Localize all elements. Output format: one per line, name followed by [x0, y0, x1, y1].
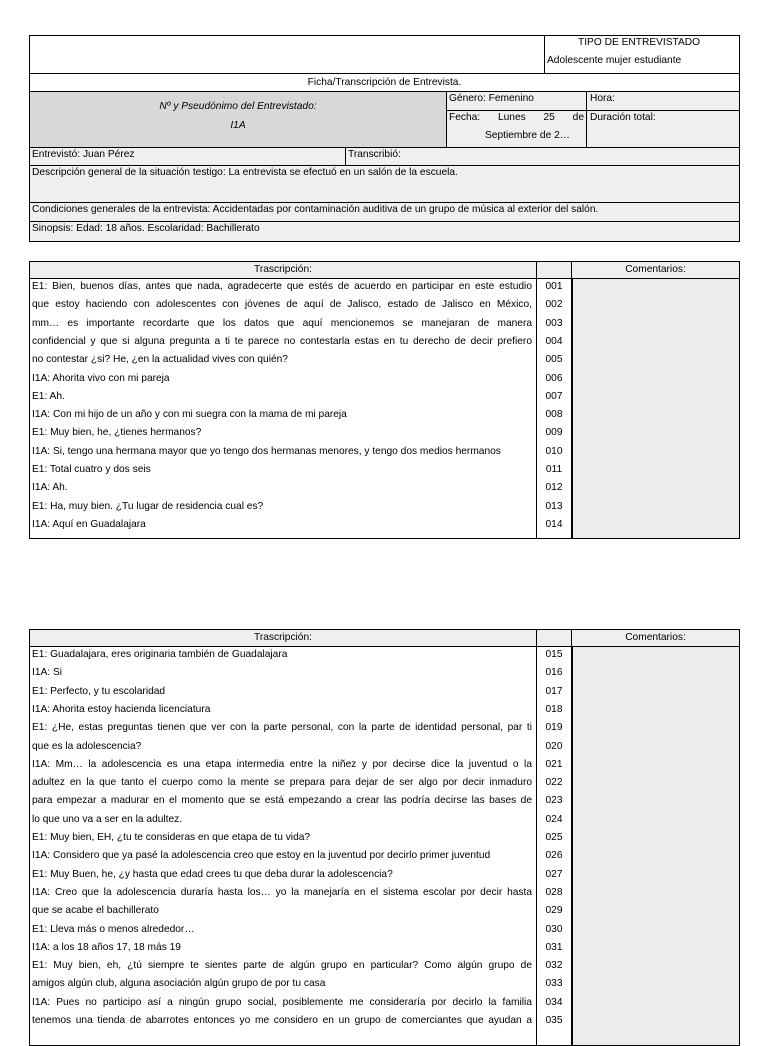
transcripcion-header: Trascripción:: [29, 261, 537, 279]
transcript-line-text: I1A: Ahorita estoy hacienda licenciatura: [32, 703, 211, 715]
transcript-row: [29, 774, 740, 792]
sinopsis-cell: [29, 221, 740, 242]
line-number: 009: [545, 427, 563, 439]
transcript-row: [29, 847, 740, 865]
line-number: 019: [545, 722, 563, 734]
transcript-row: [29, 443, 740, 461]
transcript-line-text: I1A: Pues no participo así a ningún grupo social, posiblemente me consideraría por decirlo la familia: [32, 996, 532, 1008]
line-number: 016: [545, 667, 563, 679]
transcript-row: [29, 333, 740, 351]
line-number: 007: [545, 390, 563, 402]
fecha-cell: [446, 110, 587, 148]
line-number: 035: [545, 1015, 563, 1026]
line-number-header: [536, 629, 572, 647]
pseudonimo-cell: [29, 91, 447, 148]
line-number: 013: [545, 500, 563, 512]
hora-text: Hora:: [590, 93, 615, 104]
transcript-line-text: E1: Ah.: [32, 390, 65, 402]
line-number: 034: [545, 996, 563, 1008]
transcription-table-1: [29, 261, 740, 540]
line-number: 003: [545, 317, 563, 329]
line-number: 008: [545, 409, 563, 421]
ficha-title: Ficha/Transcripción de Entrevista.: [307, 77, 462, 88]
transcript-line-text: I1A: Ah.: [32, 482, 68, 494]
transcript-line-text: I1A: Considero que ya pasé la adolescencia creo que estoy en la juventud por decirlo primer juventud: [32, 850, 491, 862]
transcript-row: [29, 351, 740, 369]
pseudonimo-label: Nº y Pseudónimo del Entrevistado:: [159, 101, 317, 112]
transcript-line-text: confidencial y que si alguna pregunta a ti te parece no contestarla estas en tu derecho de decir prefiero: [32, 335, 532, 347]
line-number: 012: [545, 482, 563, 494]
transcript-row: [29, 792, 740, 810]
transcript-row: [29, 738, 740, 756]
transcript-row: [29, 370, 740, 388]
transcript-row: [29, 296, 740, 314]
transcript-line-text: I1A: Mm… la adolescencia es una etapa intermedia entre la niñez y por decirse dice la juventud o la: [32, 758, 532, 770]
transcript-line-text: E1: Muy bien, he, ¿tienes hermanos?: [32, 427, 202, 439]
transcript-row: [29, 866, 740, 884]
ficha-title-cell: [29, 73, 740, 92]
transcript-line-text: E1: Guadalajara, eres originaria también de Guadalajara: [32, 649, 288, 660]
transcript-line-text: I1A: Si: [32, 667, 63, 679]
transcript-row: [29, 479, 740, 497]
transcript-line-text: adultez en la que tanto el cuerpo como la mente se prepara para dejar de ser algo por decir inmaduro: [32, 777, 532, 789]
fecha-line2: Septiembre de 2…: [485, 130, 570, 141]
transcript-row: [29, 406, 740, 424]
line-number: 017: [545, 685, 563, 697]
transcript-line-text: E1: Ha, muy bien. ¿Tu lugar de residencia cual es?: [32, 500, 264, 512]
transcript-row: [29, 516, 740, 534]
transcript-row: [29, 902, 740, 920]
comentarios-header: Comentarios:: [571, 629, 740, 647]
transcript-row: [29, 811, 740, 829]
transcript-line-text: I1A: Aquí en Guadalajara: [32, 518, 146, 530]
transcript-row: [29, 1012, 740, 1030]
transcript-line-text: E1: Perfecto, y tu escolaridad: [32, 685, 166, 697]
condiciones-cell: [29, 202, 740, 222]
transcript-row: [29, 424, 740, 442]
duracion-cell: [586, 110, 740, 148]
transcript-line-text: lo que uno va a ser en la adultez.: [32, 813, 183, 825]
pseudonimo-value: I1A: [230, 120, 246, 131]
line-number: 020: [545, 740, 563, 752]
transcript-line-text: I1A: Si, tengo una hermana mayor que yo tengo dos hermanas menores, y tengo dos medios hermanos: [32, 445, 501, 457]
transcript-line-text: que se acabe el bachillerato: [32, 905, 159, 917]
line-number: 004: [545, 335, 563, 347]
line-number: 031: [545, 941, 563, 953]
transcript-row: [29, 939, 740, 957]
fecha-line1: Fecha: Lunes 25 de: [449, 112, 584, 123]
line-number: 030: [545, 923, 563, 935]
transcript-row: [29, 829, 740, 847]
transcript-line-text: I1A: Con mi hijo de un año y con mi suegra con la mama de mi pareja: [32, 409, 347, 421]
transcript-row: [29, 975, 740, 993]
transcript-line-text: E1: ¿He, estas preguntas tienen que ver con la parte personal, con la parte de identidad personal, par ti: [32, 722, 532, 734]
line-number: 033: [545, 978, 563, 990]
line-number: 001: [545, 281, 563, 292]
transcript-line-text: no contestar ¿si? He, ¿en la actualidad vives con quién?: [32, 354, 288, 366]
transcript-line-text: E1: Muy Buen, he, ¿y hasta que edad crees tu que deba durar la adolescencia?: [32, 868, 393, 880]
line-number: 022: [545, 777, 563, 789]
transcript-line-text: I1A: Ahorita vivo con mi pareja: [32, 372, 170, 384]
table-header: [29, 629, 740, 647]
hora-cell: [586, 91, 740, 111]
tipo-entrevistado-cell: [544, 35, 740, 74]
transcript-line-text: amigos algún club, alguna asociación algún grupo de por tu casa: [32, 978, 326, 990]
duracion-text: Duración total:: [590, 112, 656, 123]
transcript-line-text: I1A: Creo que la adolescencia duraría hasta los… yo la manejaría en el sistema escolar por decir hasta: [32, 886, 532, 898]
line-number: 014: [545, 518, 563, 530]
transcript-line-text: E1: Total cuatro y dos seis: [32, 464, 151, 475]
entrevisto-text: Entrevistó: Juan Pérez: [32, 149, 135, 160]
transcripcion-header: Trascripción:: [29, 629, 537, 647]
transcript-row: [29, 921, 740, 939]
transcript-row: [29, 884, 740, 902]
transcribio-cell: [345, 147, 740, 166]
transcript-row: [29, 756, 740, 774]
line-number: 018: [545, 703, 563, 715]
genero-text: Género: Femenino: [449, 93, 534, 104]
transcript-line-text: E1: Muy bien, eh, ¿tú siempre te sientes parte de algún grupo en particular? Como algún grupo de: [32, 960, 532, 972]
transcript-row: [29, 498, 740, 516]
transcript-row: [29, 278, 740, 296]
transcript-row: [29, 315, 740, 333]
line-number: 011: [545, 464, 563, 475]
condiciones-text: Condiciones generales de la entrevista: Accidentadas por contaminación auditiva de un grupo de música al exterior del salón.: [32, 204, 599, 215]
transcript-row: [29, 701, 740, 719]
transcript-row: [29, 994, 740, 1012]
line-number: 010: [545, 445, 563, 457]
transcript-row: [29, 664, 740, 682]
descripcion-cell: [29, 165, 740, 203]
header-top-left-cell: [29, 35, 545, 74]
descripcion-text: Descripción general de la situación testigo: La entrevista se efectuó en un salón de la escuela.: [32, 167, 458, 178]
line-number: 024: [545, 813, 563, 825]
line-number: 006: [545, 372, 563, 384]
transcript-row: [29, 683, 740, 701]
line-number: 032: [545, 960, 563, 972]
transcript-line-text: I1A: a los 18 años 17, 18 más 19: [32, 941, 181, 953]
line-number: 025: [545, 832, 563, 843]
transcript-row: [29, 646, 740, 664]
transcript-line-text: para empezar a madurar en el momento que se está empezando a crear las podría decirse las bases de: [32, 795, 532, 807]
transcript-line-text: mm… es importante recordarte que los datos que aquí mencionemos se manejaran de manera: [32, 317, 532, 329]
line-number: 023: [545, 795, 563, 807]
transcript-row: [29, 461, 740, 479]
transcript-row: [29, 719, 740, 737]
line-number: 015: [545, 649, 563, 660]
sinopsis-text: Sinopsis: Edad: 18 años. Escolaridad: Bachillerato: [32, 223, 260, 234]
line-number-header: [536, 261, 572, 279]
transcript-row: [29, 388, 740, 406]
table-header: [29, 261, 740, 279]
transcript-line-text: E1: Lleva más o menos alrededor…: [32, 923, 195, 935]
line-number: 029: [545, 905, 563, 917]
transcript-line-text: E1: Bien, buenos días, antes que nada, agradecerte que estés de acuerdo en participar en este estudio: [32, 281, 532, 292]
line-number: 005: [545, 354, 563, 366]
line-number: 026: [545, 850, 563, 862]
line-number: 027: [545, 868, 563, 880]
genero-cell: [446, 91, 587, 111]
transcript-row: [29, 957, 740, 975]
line-number: 028: [545, 886, 563, 898]
transcript-line-text: que es la adolescencia?: [32, 740, 142, 752]
transcript-line-text: E1: Muy bien, EH, ¿tu te consideras en que etapa de tu vida?: [32, 832, 311, 843]
transcribio-text: Transcribió:: [348, 149, 401, 160]
transcript-line-text: que estoy haciendo con adolescentes con jóvenes de aquí de Jalisco, estado de Jalisco en México,: [32, 299, 532, 311]
transcription-table-2: [29, 629, 740, 1029]
comentarios-header: Comentarios:: [571, 261, 740, 279]
line-number: 002: [545, 299, 563, 311]
entrevisto-cell: [29, 147, 346, 166]
tipo-entrevistado-label: TIPO DE ENTREVISTADO: [578, 37, 701, 48]
line-number: 021: [545, 758, 563, 770]
transcript-line-text: tenemos una tienda de abarrotes entonces yo me considero en un grupo de comerciantes que ayudan a: [32, 1015, 532, 1026]
tipo-entrevistado-value: Adolescente mujer estudiante: [547, 55, 682, 66]
